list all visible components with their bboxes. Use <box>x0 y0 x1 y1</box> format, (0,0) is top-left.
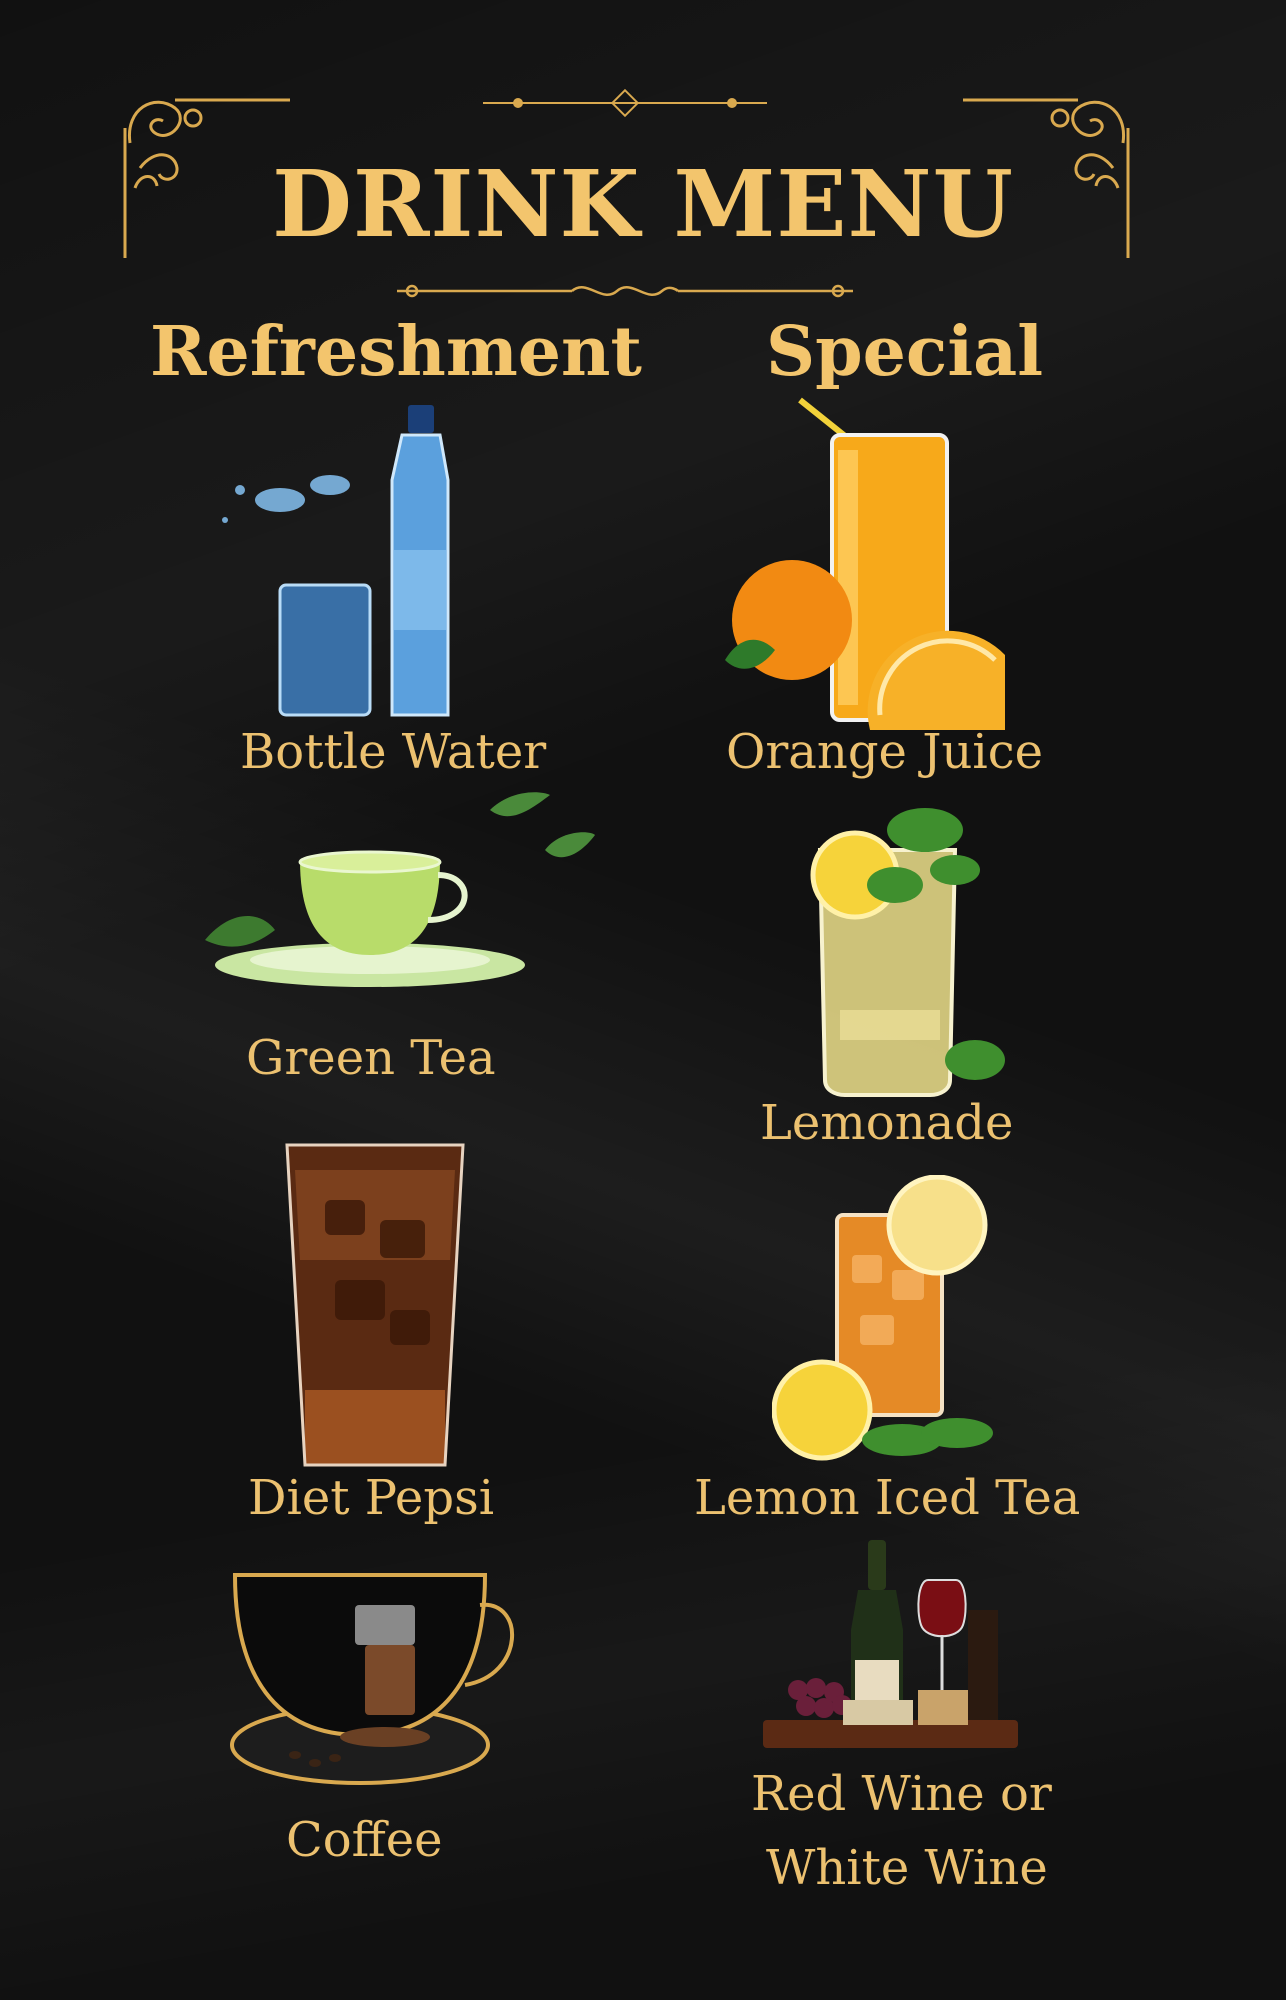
cola-glass-icon <box>285 1140 465 1470</box>
item-name: Green Tea <box>246 1030 496 1086</box>
item-name: Orange Juice <box>726 724 1044 780</box>
item-name: Coffee <box>286 1812 443 1868</box>
item-name: Diet Pepsi <box>248 1470 495 1526</box>
coffee-cup-icon <box>225 1555 525 1790</box>
top-divider-ornament-icon <box>478 88 772 118</box>
page-title: DRINK MENU <box>272 150 1014 258</box>
iced-tea-icon <box>772 1175 1022 1465</box>
title-underline-ornament-icon <box>392 278 858 304</box>
lemonade-glass-icon <box>785 790 1020 1115</box>
item-name: White Wine <box>766 1840 1048 1896</box>
item-name: Lemonade <box>760 1095 1014 1151</box>
column-heading-special: Special <box>766 312 1044 392</box>
green-tea-icon <box>200 790 600 995</box>
column-heading-refreshment: Refreshment <box>150 312 642 392</box>
item-name: Bottle Water <box>240 724 547 780</box>
orange-juice-icon <box>720 395 1010 730</box>
water-bottle-icon <box>220 400 490 720</box>
wine-icon <box>758 1540 1028 1765</box>
item-name: Lemon Iced Tea <box>694 1470 1081 1526</box>
item-name: Red Wine or <box>751 1766 1052 1822</box>
